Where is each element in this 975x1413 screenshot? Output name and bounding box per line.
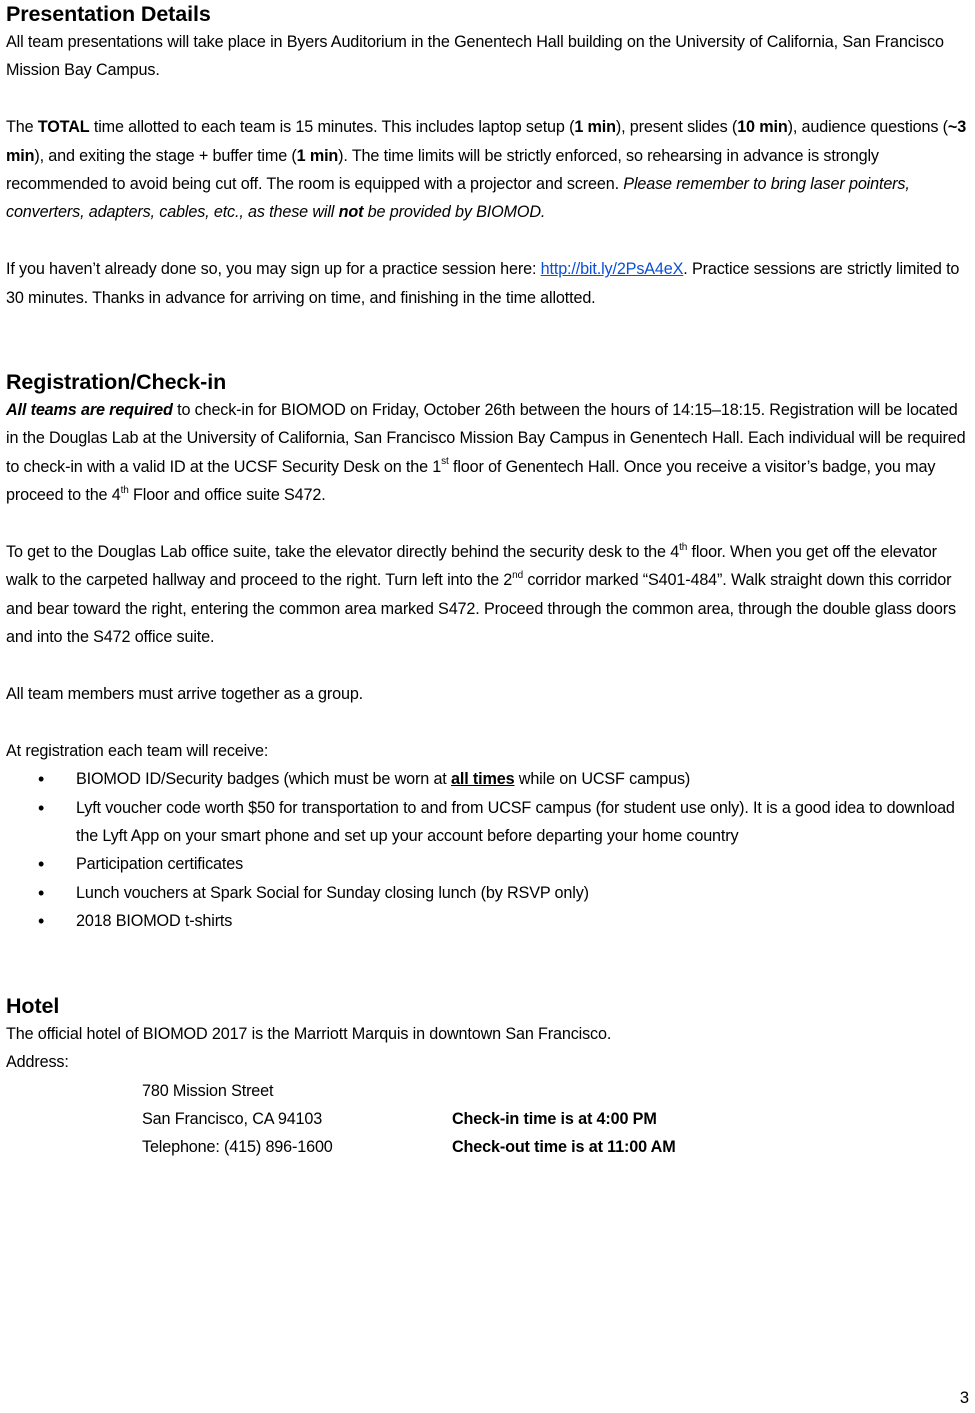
registration-heading: Registration/Check-in — [6, 370, 227, 395]
registration-paragraph-2: To get to the Douglas Lab office suite, take the elevator directly behind the security desk to the 4th floor. When you get off the elevator walk to the carpeted hallway and proceed to the right. Turn left into the 2nd corridor marked “S401-484”. Walk straight down this corridor and bear toward the right, entering the common area marked S472. Proceed through the common area, through the double glass doors and into the S472 office suite. — [6, 541, 956, 647]
list-item: • Lunch vouchers at Spark Social for Sunday closing lunch (by RSVP only) — [6, 879, 972, 907]
registration-paragraph-3: All team members must arrive together as a group. — [6, 685, 364, 704]
hotel-heading: Hotel — [6, 993, 60, 1018]
page-number: 3 — [959, 1389, 969, 1407]
hotel-checkout-time: Check-out time is at 11:00 AM — [452, 1138, 676, 1157]
document-page — [6, 0, 972, 1162]
presentation-section — [6, 0, 972, 312]
list-item: • Lyft voucher code worth $50 for transportation to and from UCSF campus (for student use only). It is a good idea to download the Lyft App on your smart phone and set up your account before departing your home country — [6, 794, 972, 851]
registration-paragraph-4: At registration each team will receive: — [6, 741, 269, 760]
presentation-heading: Presentation Details — [6, 2, 211, 26]
hotel-checkin-time: Check-in time is at 4:00 PM — [452, 1109, 657, 1128]
address-row-phone — [6, 1133, 972, 1161]
list-item: • 2018 BIOMOD t-shirts — [6, 907, 972, 935]
registration-items-list — [6, 765, 972, 935]
list-item: • BIOMOD ID/Security badges (which must be worn at all times while on UCSF campus) — [6, 765, 972, 793]
hotel-phone: Telephone: (415) 896-1600 — [142, 1138, 333, 1157]
address-label: Address: — [6, 1053, 69, 1072]
registration-section — [6, 368, 972, 936]
list-item: • Participation certificates — [6, 850, 972, 878]
presentation-paragraph-3: If you haven’t already done so, you may sign up for a practice session here: http://bit.ly/2PsA4eX. Practice sessions are strictly limited to 30 minutes. Thanks in advance for arriving on time, and finishing in the time allotted. — [6, 260, 960, 307]
registration-paragraph-1: All teams are required to check-in for BIOMOD on Friday, October 26th between the hours of 14:15–18:15. Registration will be located in the Douglas Lab at the University of California, San Francisco Mission Bay Campus in Genentech Hall. Each individual will be required to check-in with a valid ID at the UCSF Security Desk on the 1st floor of Genentech Hall. Once you receive a visitor’s badge, you may proceed to the 4th Floor and office suite S472. — [6, 401, 966, 505]
hotel-section — [6, 992, 972, 1162]
hotel-paragraph-1: The official hotel of BIOMOD 2017 is the Marriott Marquis in downtown San Francisco. — [6, 1024, 612, 1043]
address-row-city — [6, 1105, 972, 1133]
presentation-paragraph-1: All team presentations will take place in Byers Auditorium in the Genentech Hall building on the University of California, San Francisco Mission Bay Campus. — [6, 33, 944, 80]
address-row-street — [6, 1077, 972, 1105]
presentation-paragraph-2: The TOTAL time allotted to each team is 15 minutes. This includes laptop setup (1 min), present slides (10 min), audience questions (~3 min), and exiting the stage + buffer time (1 min). The time limits will be strictly enforced, so rehearsing in advance is strongly recommended to avoid being cut off. The room is equipped with a projector and screen. Please remember to bring laser pointers, converters, adapters, cables, etc., as these will not be provided by BIOMOD. — [6, 118, 967, 222]
hotel-street: 780 Mission Street — [142, 1081, 274, 1100]
practice-signup-link[interactable]: http://bit.ly/2PsA4eX — [540, 260, 684, 279]
hotel-city: San Francisco, CA 94103 — [142, 1109, 323, 1128]
